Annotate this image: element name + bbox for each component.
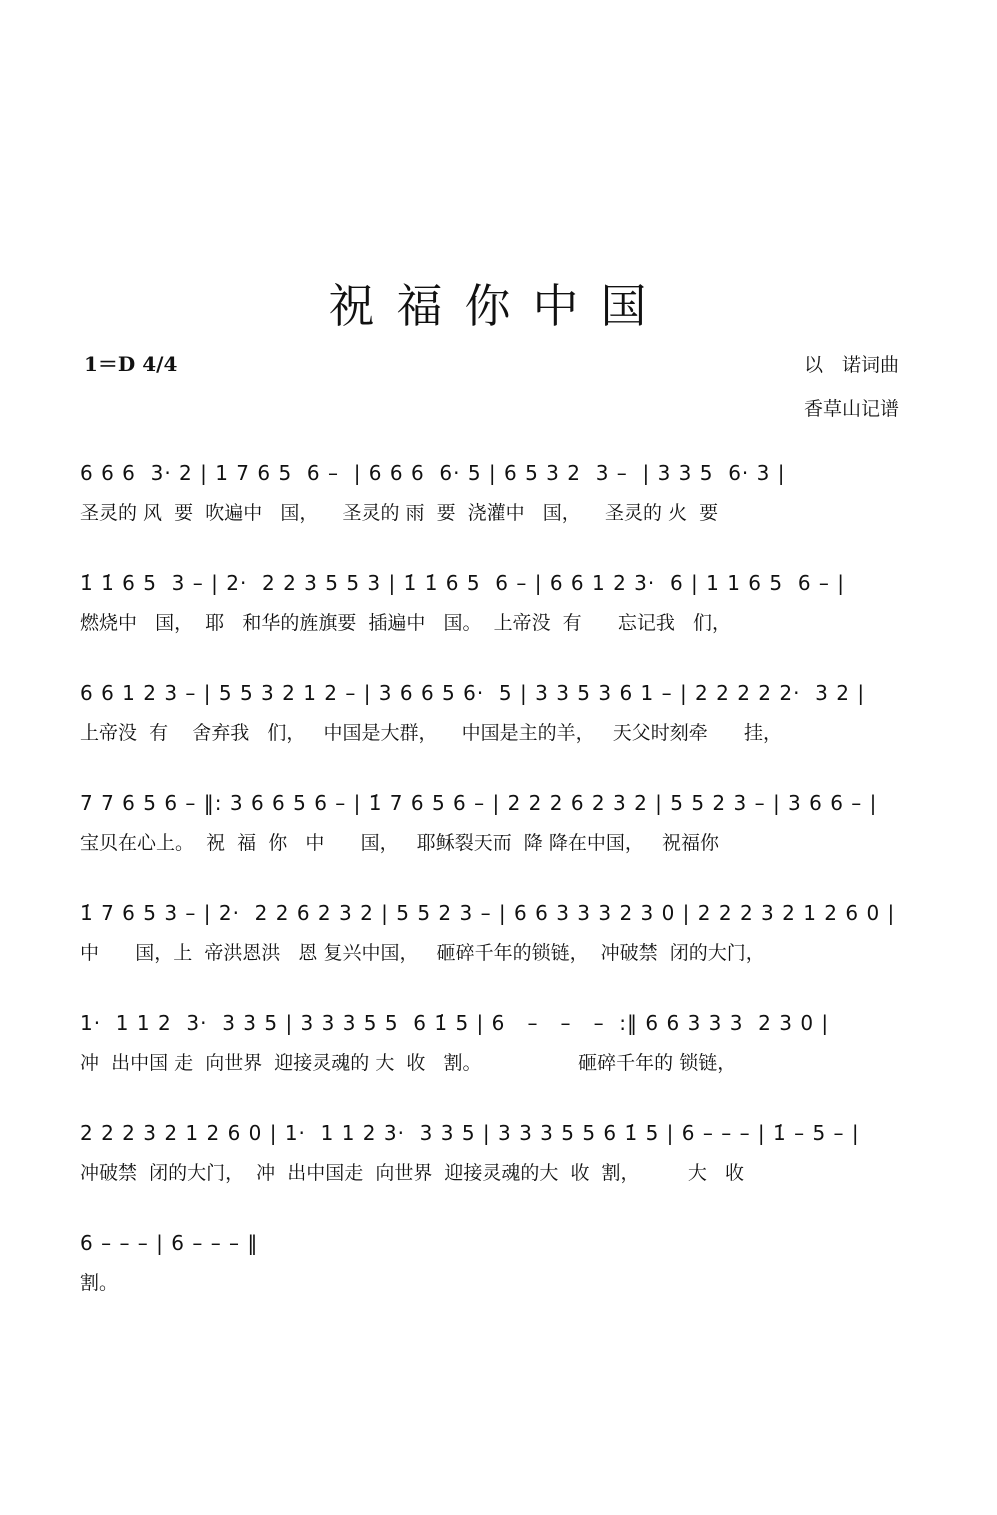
notes-line: 1· 1 1 2 3· 3 3 5 | 3 3 3 5 5 6 1̇ 5 | 6 – – – :‖ 6 6 3 3 3 2 3 0 | [80,1011,830,1035]
staff-row [80,456,910,525]
lyrics-line: 冲 出中国 走 向世界 迎接灵魂的 大 收 割。 砸碎千年的 锁链， [80,1052,737,1074]
lyrics-line: 割。 [80,1272,119,1294]
staff-row [80,896,910,965]
notes-line: 2 2 2 3 2 1 2 6 0 | 1· 1 1 2 3· 3 3 5 | 3 3 3 5 5 6 1̇ 5 | 6 – – – | 1̇ – 5 – | [80,1121,860,1145]
song-title: 祝福你中国 [328,279,669,333]
composer-credit: 以 诺词曲 [803,354,899,376]
key-signature: 1＝D 4/4 [84,352,178,376]
transcriber-credit: 香草山记谱 [803,398,899,420]
staff-row [80,566,910,635]
notes-line: 6 6 1 2 3 – | 5 5 3 2 1 2 – | 3 6 6 5 6· 5 | 3 3 5 3 6 1 – | 2 2 2 2 2· 3 2 | [80,681,866,705]
staff-row [80,1006,910,1075]
staff-row [80,676,910,745]
notes-line: 1̇ 7 6 5 3 – | 2· 2 2 6 2 3 2 | 5 5 2 3 – | 6 6 3 3 3 2 3 0 | 2 2 2 3 2 1 2 6 0 | [80,901,896,925]
notes-line: 6 6 6 3· 2 | 1 7 6 5 6 – | 6 6 6 6· 5 | 6 5 3 2 3 – | 3 3 5 6· 3 | [80,461,786,485]
notes-line: 1̇ 1̇ 6 5 3 – | 2· 2 2 3 5 5 3 | 1̇ 1̇ 6 5 6 – | 6 6 1 2 3· 6 | 1 1 6 5 6 – | [80,571,845,595]
notes-line: 6 – – – | 6 – – – ‖ [80,1231,259,1255]
lyrics-line: 上帝没 有 舍弃我 们， 中国是大群， 中国是主的羊， 天父时刻牵 挂， [80,722,782,744]
lyrics-line: 燃烧中 国， 耶 和华的旌旗要 插遍中 国。 上帝没 有 忘记我 们， [80,612,732,634]
lyrics-line: 中 国，上 帝洪恩洪 恩 复兴中国， 砸碎千年的锁链， 冲破禁 闭的大门， [80,942,765,964]
notes-line: 7 7 6 5 6 – ‖: 3 6 6 5 6 – | 1̇ 7 6 5 6 – | 2 2 2 6 2 3 2 | 5 5 2 3 – | 3 6 6 – | [80,791,878,815]
lyrics-line: 圣灵的 风 要 吹遍中 国， 圣灵的 雨 要 浇灌中 国， 圣灵的 火 要 [80,502,719,524]
staff-row [80,1226,910,1295]
lyrics-line: 冲破禁 闭的大门， 冲 出中国走 向世界 迎接灵魂的大 收 割， 大 收 [80,1162,744,1184]
lyrics-line: 宝贝在心上。 祝 福 你 中 国， 耶稣裂天而 降 降在中国， 祝福你 [80,832,719,854]
staff-row [80,1116,910,1185]
staff-row [80,786,910,855]
